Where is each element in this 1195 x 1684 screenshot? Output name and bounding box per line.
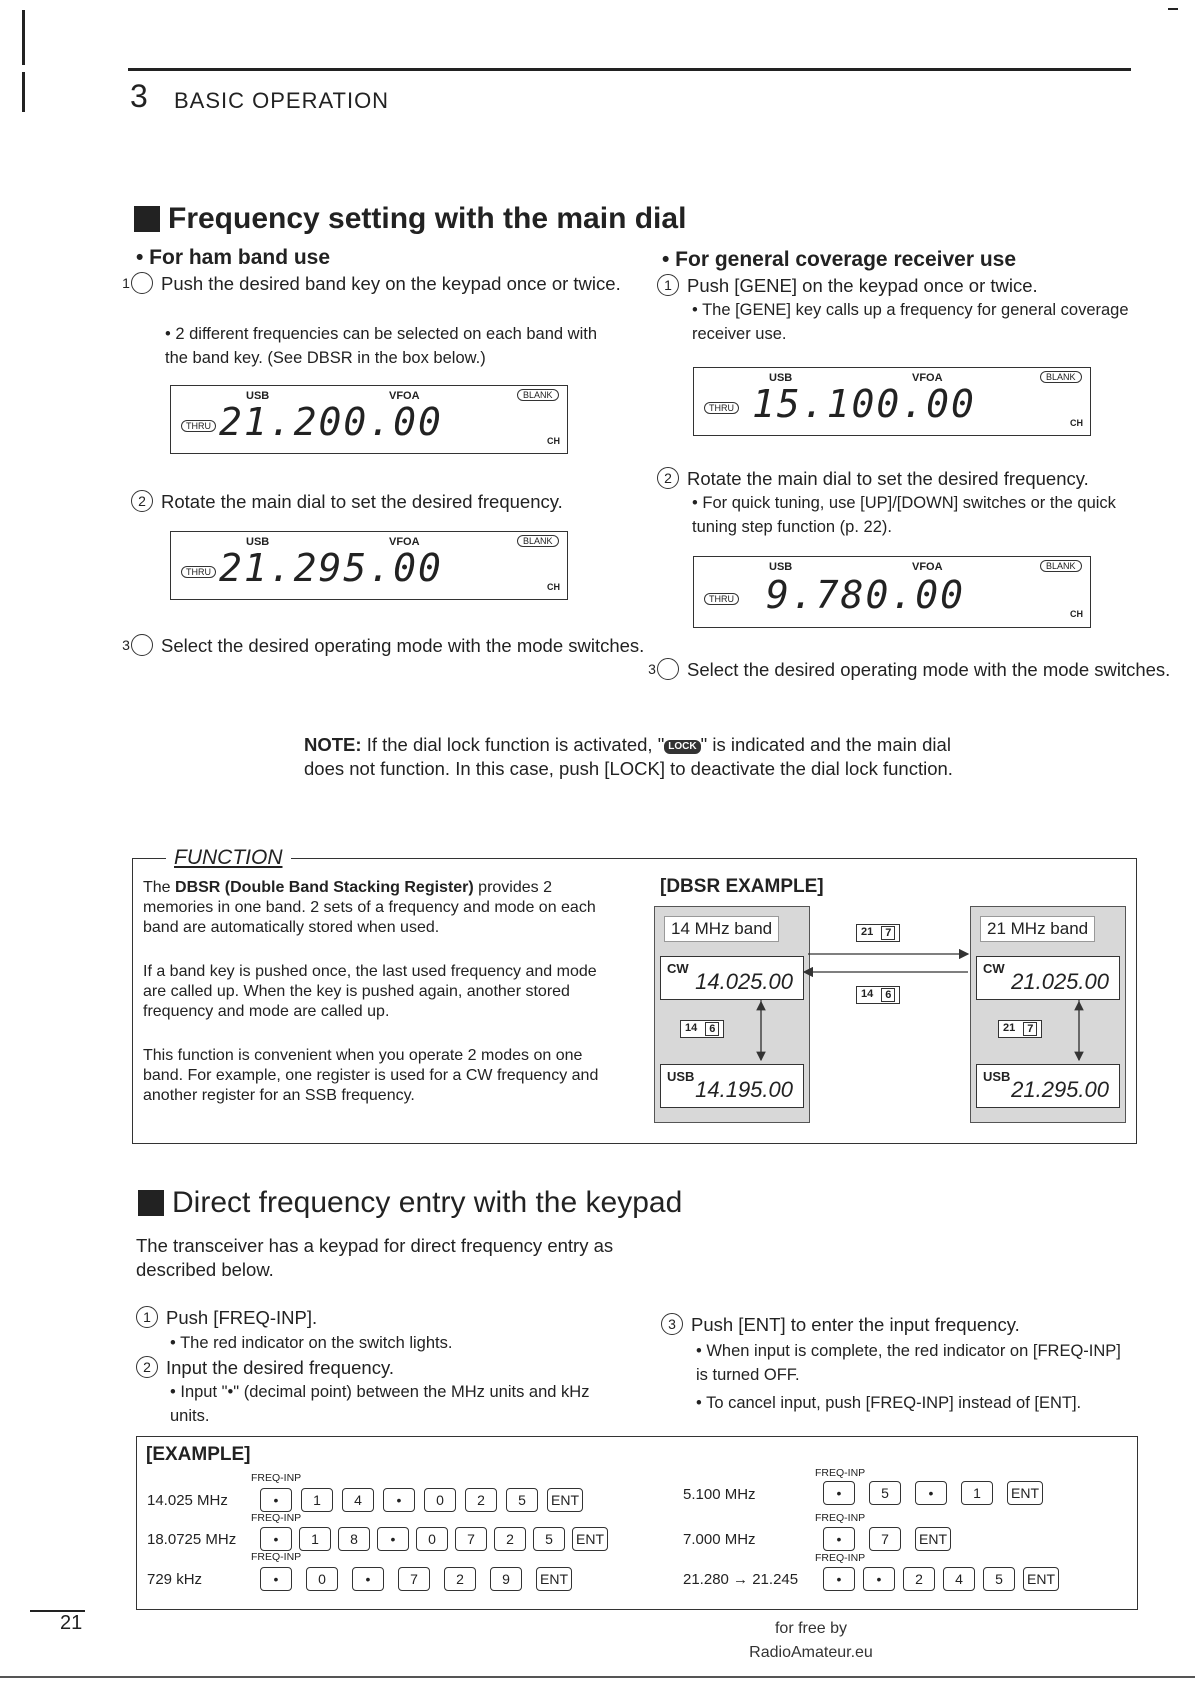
key-button[interactable]: 1 (961, 1481, 993, 1505)
function-paragraph-2: If a band key is pushed once, the last used frequency and mode are called up. When the key is pushed again, another stored frequency and mode are called up. (143, 963, 597, 1020)
key-button[interactable]: 4 (943, 1567, 975, 1591)
gen-step-1-note: • The [GENE] key calls up a frequency for general coverage receiver use. (692, 301, 1129, 343)
key-button[interactable]: 2 (494, 1527, 526, 1551)
freq-inp-label: FREQ-INP (251, 1472, 302, 1484)
ham-step-1-note: • 2 different frequencies can be selected on each band with the band key. (See DBSR in the box below.) (165, 325, 598, 367)
lock-indicator-icon: LOCK (664, 740, 700, 754)
key-button[interactable]: • (915, 1481, 947, 1505)
key-button[interactable]: ENT (572, 1527, 608, 1551)
section-square-icon (138, 1190, 164, 1216)
lcd-blank: BLANK (517, 535, 559, 547)
example-label: 5.100 MHz (683, 1486, 756, 1503)
freq-inp-label: FREQ-INP (815, 1512, 866, 1524)
section-title-main-dial: Frequency setting with the main dial (134, 202, 686, 236)
freq-inp-label: FREQ-INP (815, 1552, 866, 1564)
key-button[interactable]: 7 (398, 1567, 430, 1591)
register-21-usb: USB 21.295.00 (976, 1064, 1120, 1108)
key-button[interactable]: 4 (342, 1488, 374, 1512)
lcd-ch: CH (547, 436, 560, 446)
key-button[interactable]: 0 (416, 1527, 448, 1551)
function-label: FUNCTION (166, 846, 291, 870)
keypad-step-1: 1 Push [FREQ-INP]. (136, 1306, 626, 1330)
key-button[interactable]: 2 (465, 1488, 497, 1512)
band-label-21mhz: 21 MHz band (980, 916, 1095, 942)
gen-step-1: 1 Push [GENE] on the keypad once or twice. (657, 274, 1147, 298)
band-key-14-transfer: 14 6 (856, 986, 900, 1004)
key-button[interactable]: 2 (444, 1567, 476, 1591)
key-button[interactable]: • (823, 1527, 855, 1551)
key-button[interactable]: 9 (490, 1567, 522, 1591)
ham-band-title: • For ham band use (136, 246, 331, 269)
key-button[interactable]: • (863, 1567, 895, 1591)
keypad-step-1-note: • The red indicator on the switch lights. (170, 1334, 453, 1352)
lcd-frequency: 15.100.00 (752, 382, 976, 426)
register-14-usb: USB 14.195.00 (660, 1064, 804, 1108)
lcd-blank: BLANK (1040, 371, 1082, 383)
example-label: 21.280 → 21.245 (683, 1571, 799, 1588)
key-button[interactable]: • (377, 1527, 409, 1551)
lcd-ch: CH (1070, 418, 1083, 428)
register-14-cw: CW 14.025.00 (660, 956, 804, 1000)
key-button[interactable]: ENT (547, 1488, 583, 1512)
example-title: [EXAMPLE] (146, 1444, 251, 1465)
lcd-vfo: VFOA (912, 561, 943, 573)
page-number: 21 (60, 1612, 83, 1634)
lcd-mode: USB (246, 536, 270, 548)
ham-step-3: 3 Select the desired operating mode with the mode switches. (122, 635, 645, 656)
key-button[interactable]: • (823, 1567, 855, 1591)
key-button[interactable]: 1 (301, 1488, 333, 1512)
freq-inp-label: FREQ-INP (251, 1512, 302, 1524)
credit-line-2: RadioAmateur.eu (749, 1644, 873, 1661)
lcd-frequency: 21.200.00 (219, 400, 443, 444)
credit-line-1: for free by (774, 1620, 848, 1637)
keypad-step-3-note-2: • To cancel input, push [FREQ-INP] instead of [ENT]. (696, 1394, 1082, 1412)
gen-step-3: 3 Select the desired operating mode with the mode switches. (648, 659, 1171, 680)
lcd-ch: CH (1070, 609, 1083, 619)
example-label: 14.025 MHz (147, 1492, 228, 1509)
freq-inp-label: FREQ-INP (251, 1551, 302, 1563)
band-key-14: 14 6 (680, 1020, 724, 1038)
keypad-step-3: 3 Push [ENT] to enter the input frequency. (661, 1313, 1151, 1337)
key-sequence (260, 1488, 583, 1512)
step-number: 1 (131, 272, 153, 294)
gen-coverage-title: • For general coverage receiver use (662, 248, 1017, 271)
chapter-number: 3 (130, 78, 148, 114)
lcd-mode: USB (769, 561, 793, 573)
function-paragraph-3: This function is convenient when you operate 2 modes on one band. For example, one register is used for a CW frequency and another register for an SSB frequency. (143, 1047, 599, 1104)
lcd-vfo: VFOA (389, 536, 420, 548)
key-sequence (823, 1527, 951, 1551)
step-number: 2 (657, 467, 679, 489)
key-button[interactable]: • (260, 1567, 292, 1591)
lcd-blank: BLANK (517, 389, 559, 401)
example-label: 18.0725 MHz (147, 1531, 237, 1548)
key-button[interactable]: • (383, 1488, 415, 1512)
freq-inp-label: FREQ-INP (815, 1467, 866, 1479)
key-button[interactable]: ENT (915, 1527, 951, 1551)
step-number: 3 (131, 634, 153, 656)
key-sequence (260, 1527, 608, 1551)
step-number: 2 (136, 1356, 158, 1378)
example-label: 7.000 MHz (683, 1531, 756, 1548)
dbsr-example-title: [DBSR EXAMPLE] (660, 876, 824, 897)
step-number: 1 (136, 1306, 158, 1328)
lcd-thru: THRU (704, 402, 739, 414)
ham-step-1: 1 Push the desired band key on the keypad once or twice. (122, 273, 621, 294)
key-button[interactable]: 7 (455, 1527, 487, 1551)
key-button[interactable]: ENT (536, 1567, 572, 1591)
step-number: 1 (657, 274, 679, 296)
key-button[interactable]: • (260, 1527, 292, 1551)
gen-step-2-note: • For quick tuning, use [UP]/[DOWN] switches or the quick tuning step function (p. 22). (692, 494, 1116, 536)
example-label: 729 kHz (147, 1571, 203, 1588)
key-sequence (260, 1567, 572, 1591)
key-button[interactable]: 8 (338, 1527, 370, 1551)
lcd-vfo: VFOA (912, 372, 943, 384)
key-button[interactable]: 5 (506, 1488, 538, 1512)
key-sequence (823, 1481, 1043, 1505)
key-button[interactable]: 0 (424, 1488, 456, 1512)
lcd-vfo: VFOA (389, 390, 420, 402)
lcd-frequency: 21.295.00 (219, 546, 443, 590)
section-title-keypad-entry: Direct frequency entry with the keypad (138, 1186, 682, 1220)
keypad-step-2-note: • Input "•" (decimal point) between the MHz units and kHz units. (170, 1383, 590, 1425)
key-button[interactable]: • (823, 1481, 855, 1505)
key-button[interactable]: ENT (1023, 1567, 1059, 1591)
key-sequence (823, 1567, 1059, 1591)
lcd-mode: USB (769, 372, 793, 384)
dial-lock-note: NOTE: If the dial lock function is activated, " LOCK " is indicated and the main dial does not function. In this case, push [LOCK] to deactivate the dial lock function. (304, 734, 953, 779)
lcd-blank: BLANK (1040, 560, 1082, 572)
key-button[interactable]: 1 (299, 1527, 331, 1551)
band-key-21: 21 7 (998, 1020, 1042, 1038)
key-button[interactable]: 7 (869, 1527, 901, 1551)
lcd-thru: THRU (181, 420, 216, 432)
register-21-cw: CW 21.025.00 (976, 956, 1120, 1000)
lcd-mode: USB (246, 390, 270, 402)
ham-step-2: 2 Rotate the main dial to set the desired frequency. (131, 490, 631, 514)
band-label-14mhz: 14 MHz band (664, 916, 779, 942)
step-number: 2 (131, 490, 153, 512)
bottom-rule (0, 1676, 1195, 1678)
band-key-21-transfer: 21 7 (856, 924, 900, 942)
key-button[interactable]: 5 (869, 1481, 901, 1505)
lcd-ch: CH (547, 582, 560, 592)
key-button[interactable]: ENT (1007, 1481, 1043, 1505)
keypad-intro: The transceiver has a keypad for direct frequency entry as described below. (136, 1235, 614, 1280)
gen-step-2: 2 Rotate the main dial to set the desired frequency. (657, 467, 1147, 491)
keypad-step-2: 2 Input the desired frequency. (136, 1356, 626, 1380)
key-button[interactable]: 0 (306, 1567, 338, 1591)
step-number: 3 (657, 658, 679, 680)
chapter-title: BASIC OPERATION (174, 88, 390, 113)
key-button[interactable]: 5 (533, 1527, 565, 1551)
keypad-step-3-note-1: • When input is complete, the red indicator on [FREQ-INP] is turned OFF. (696, 1342, 1121, 1384)
lcd-thru: THRU (181, 566, 216, 578)
lcd-frequency: 9.780.00 (766, 573, 966, 617)
step-number: 3 (661, 1313, 683, 1335)
key-button[interactable]: • (352, 1567, 384, 1591)
key-button[interactable]: • (260, 1488, 292, 1512)
function-paragraph-1: The DBSR (Double Band Stacking Register) provides 2 memories in one band. 2 sets of a frequency and mode on each band are automatically stored when used. (143, 879, 596, 936)
lcd-thru: THRU (704, 593, 739, 605)
key-button[interactable]: 5 (983, 1567, 1015, 1591)
key-button[interactable]: 2 (903, 1567, 935, 1591)
